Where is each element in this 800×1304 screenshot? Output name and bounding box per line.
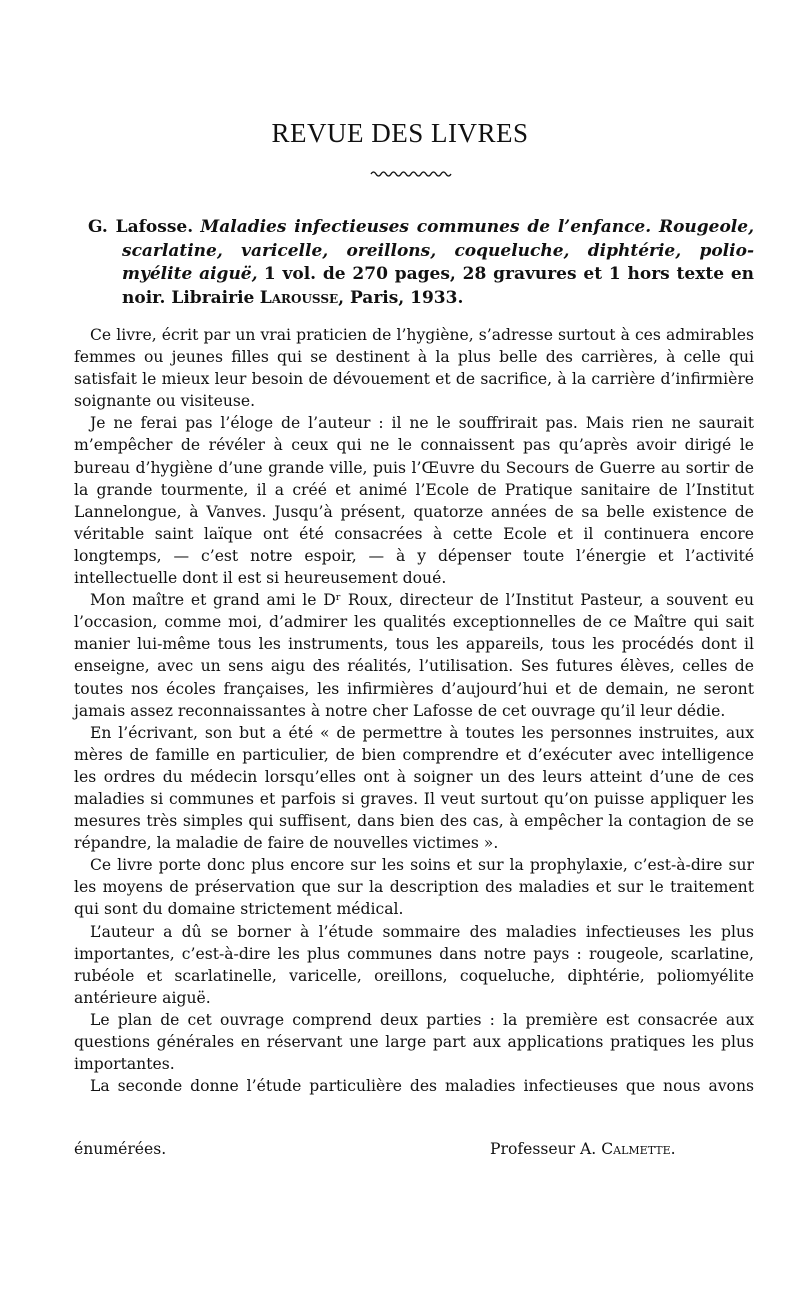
paragraph: Ce livre porte donc plus encore sur les soins et sur la prophylaxie, c’est-à-dire sur les moyens de préservation que sur la description des maladies et sur le traitement qui sont du domaine strictement médical. [74, 856, 754, 919]
paragraph: Je ne ferai pas l’éloge de l’auteur : il ne le souffrirait pas. Mais rien ne saurait m’empêcher de révéler à ceux qui ne le connaissent pas qu’après avoir dirigé le bureau d’hygiène d’une grande ville, puis l’Œuvre du Secours de Guerre au sortir de la grande tourmente, il a créé et animé l’Ecole de Pratique sanitaire de l’Institut Lannelongue, à Vanves. Jusqu’à présent, quatorze années de sa belle existence de véritable saint laïque ont été consacrées à cette Ecole et il continuera encore longtemps, — c’est notre espoir, — à y dépenser toute l’énergie et l’activité intellectuelle dont il est si heureusement doué. [74, 414, 754, 588]
ornament-divider [370, 168, 452, 180]
signature [490, 1138, 676, 1160]
book-details: 1 vol. de 270 pages, 28 gravures et 1 hors texte en noir. Librairie [122, 264, 755, 308]
paragraph: L’auteur a dû se borner à l’étude sommaire des maladies infectieuses les plus importantes, c’est-à-dire les plus communes dans notre pays : rougeole, scarlatine, rubéole et scarlatinelle, varicelle, oreillons, coqueluche, diphtérie, poliomyélite antérieure aiguë. [74, 922, 754, 1007]
signature-name: Calmette. [601, 1140, 676, 1158]
book-reference [88, 216, 754, 310]
signature-prefix: Professeur A. [490, 1140, 597, 1158]
paragraph: En l’écrivant, son but a été « de permettre à toutes les personnes instruites, aux mères de famille en particulier, de bien comprendre et d’exécuter avec intelligence les ordres du médecin lorsqu’elles ont à soigner un des leurs atteint d’une de ces maladies si communes et parfois si graves. Il veut surtout qu’on puisse appliquer les mesures très simples qui suffisent, dans bien des cas, à empêcher la contagion de se répandre, la maladie de faire de nouvelles victimes ». [74, 723, 754, 853]
book-publisher: Larousse [259, 287, 339, 308]
page-title: REVUE DES LIVRES [271, 118, 529, 148]
book-title: Maladies infectieuses communes de l’enfance. Rougeole, scarlatine, varicelle, oreillons, coqueluche, diphtérie, polio-myélite aiguë, [122, 217, 755, 284]
review-body [74, 324, 754, 1097]
paragraph: Le plan de cet ouvrage comprend deux parties : la première est consacrée aux questions générales en réservant une large part aux applications pratiques les plus importantes. [74, 1010, 754, 1074]
paragraph: Ce livre, écrit par un vrai praticien de l’hygiène, s’adresse surtout à ces admirables femmes ou jeunes filles qui se destinent à la plus belle des carrières, à celle qui satisfait le mieux leur besoin de dévouement et de sacrifice, à la carrière d’infirmière soignante ou visiteuse. [74, 326, 754, 411]
paragraph: Mon maître et grand ami le Dʳ Roux, directeur de l’Institut Pasteur, a souvent eu l’occasion, comme moi, d’admirer les qualités exceptionnelles de ce Maître qui sait manier lui-même tous les instruments, tous les appareils, tous les procédés dont il enseigne, avec un sens aigu des réalités, l’utilisation. Ses futures élèves, celles de toutes nos écoles françaises, les infirmières d’aujourd’hui et de demain, ne seront jamais assez reconnaissantes à notre cher Lafosse de cet ouvrage qu’il leur dédie. [74, 591, 754, 720]
paragraph: La seconde donne l’étude particulière des maladies infectieuses que nous avons [90, 1077, 754, 1096]
closing-word: énumérées. [74, 1140, 167, 1158]
book-author: G. Lafosse. [88, 217, 194, 237]
book-place-date: , Paris, 1933. [338, 287, 464, 308]
